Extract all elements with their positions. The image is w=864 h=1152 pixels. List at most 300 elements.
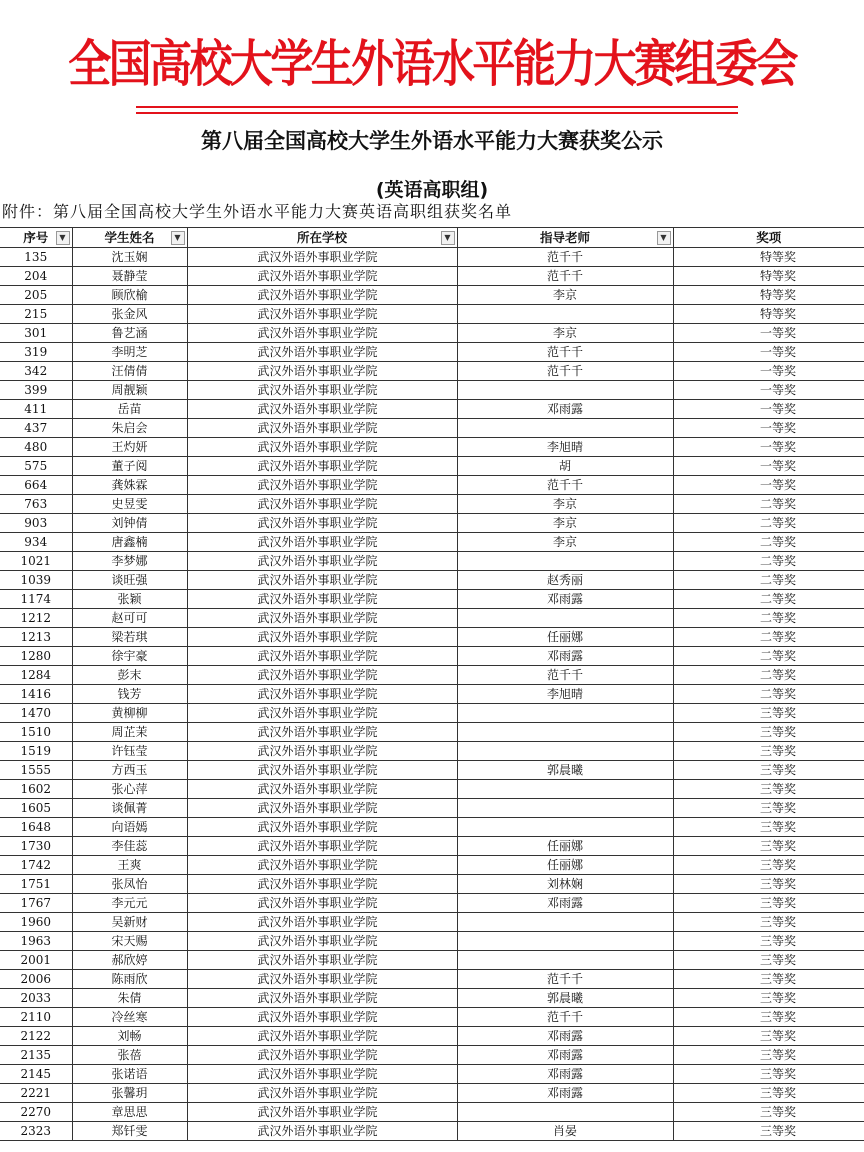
cell-award[interactable]: 三等奖 (673, 799, 864, 818)
cell-school[interactable]: 武汉外语外事职业学院 (187, 666, 457, 685)
cell-teacher[interactable]: 范千千 (457, 362, 673, 381)
cell-award[interactable]: 一等奖 (673, 438, 864, 457)
cell-student-name[interactable]: 史昱雯 (72, 495, 187, 514)
column-header-label: 所在学校 (296, 229, 347, 245)
cell-id[interactable]: 205 (0, 286, 72, 305)
cell-id[interactable]: 1730 (0, 837, 72, 856)
table-header-row (0, 228, 864, 248)
cell-student-name[interactable]: 方西玉 (72, 761, 187, 780)
column-header-name[interactable] (72, 228, 187, 248)
cell-award[interactable]: 三等奖 (673, 1084, 864, 1103)
table-row (0, 248, 864, 267)
cell-teacher[interactable]: 范千千 (457, 476, 673, 495)
cell-award[interactable]: 一等奖 (673, 324, 864, 343)
cell-school[interactable]: 武汉外语外事职业学院 (187, 894, 457, 913)
cell-id[interactable]: 1767 (0, 894, 72, 913)
cell-student-name[interactable]: 张心萍 (72, 780, 187, 799)
cell-id[interactable]: 903 (0, 514, 72, 533)
cell-award[interactable]: 二等奖 (673, 685, 864, 704)
cell-award[interactable]: 特等奖 (673, 286, 864, 305)
cell-school[interactable]: 武汉外语外事职业学院 (187, 1065, 457, 1084)
cell-school[interactable]: 武汉外语外事职业学院 (187, 343, 457, 362)
title-underline-top (136, 106, 738, 108)
filter-active-icon[interactable]: ▼ (441, 231, 455, 245)
table-row (0, 761, 864, 780)
cell-student-name[interactable]: 梁若琪 (72, 628, 187, 647)
cell-id[interactable]: 2323 (0, 1122, 72, 1141)
cell-school[interactable]: 武汉外语外事职业学院 (187, 533, 457, 552)
cell-teacher[interactable]: 范千千 (457, 970, 673, 989)
table-body (0, 248, 864, 1141)
cell-award[interactable]: 二等奖 (673, 514, 864, 533)
cell-student-name[interactable]: 周靓颖 (72, 381, 187, 400)
table-row (0, 856, 864, 875)
cell-id[interactable]: 2221 (0, 1084, 72, 1103)
cell-teacher[interactable]: 刘林娴 (457, 875, 673, 894)
cell-teacher[interactable] (457, 704, 673, 723)
cell-teacher[interactable] (457, 609, 673, 628)
cell-student-name[interactable]: 朱倩 (72, 989, 187, 1008)
cell-school[interactable]: 武汉外语外事职业学院 (187, 875, 457, 894)
cell-school[interactable]: 武汉外语外事职业学院 (187, 1122, 457, 1141)
cell-student-name[interactable]: 汪倩倩 (72, 362, 187, 381)
cell-student-name[interactable]: 鲁艺涵 (72, 324, 187, 343)
cell-award[interactable]: 一等奖 (673, 343, 864, 362)
table-row (0, 1008, 864, 1027)
cell-id[interactable]: 1960 (0, 913, 72, 932)
cell-student-name[interactable]: 章思思 (72, 1103, 187, 1122)
cell-teacher[interactable] (457, 818, 673, 837)
cell-student-name[interactable]: 李佳蕊 (72, 837, 187, 856)
cell-school[interactable]: 武汉外语外事职业学院 (187, 723, 457, 742)
cell-id[interactable]: 342 (0, 362, 72, 381)
cell-school[interactable]: 武汉外语外事职业学院 (187, 837, 457, 856)
cell-id[interactable]: 1021 (0, 552, 72, 571)
cell-school[interactable]: 武汉外语外事职业学院 (187, 932, 457, 951)
table-row (0, 400, 864, 419)
cell-id[interactable]: 664 (0, 476, 72, 495)
cell-school[interactable]: 武汉外语外事职业学院 (187, 419, 457, 438)
cell-student-name[interactable]: 郑钎雯 (72, 1122, 187, 1141)
cell-teacher[interactable] (457, 552, 673, 571)
cell-student-name[interactable]: 谈旺强 (72, 571, 187, 590)
cell-award[interactable]: 三等奖 (673, 742, 864, 761)
cell-award[interactable]: 三等奖 (673, 761, 864, 780)
table-row (0, 989, 864, 1008)
cell-teacher[interactable]: 邓雨露 (457, 590, 673, 609)
column-header-label: 指导老师 (539, 229, 590, 245)
cell-teacher[interactable]: 范千千 (457, 1008, 673, 1027)
cell-award[interactable]: 一等奖 (673, 381, 864, 400)
cell-student-name[interactable]: 许钰莹 (72, 742, 187, 761)
cell-award[interactable]: 三等奖 (673, 1103, 864, 1122)
cell-student-name[interactable]: 张凤怡 (72, 875, 187, 894)
cell-school[interactable]: 武汉外语外事职业学院 (187, 324, 457, 343)
cell-teacher[interactable] (457, 799, 673, 818)
cell-student-name[interactable]: 周芷茉 (72, 723, 187, 742)
dropdown-arrow-icon[interactable]: ▼ (657, 231, 671, 245)
cell-school[interactable]: 武汉外语外事职业学院 (187, 457, 457, 476)
cell-student-name[interactable]: 宋天赐 (72, 932, 187, 951)
table-row (0, 970, 864, 989)
table-row (0, 818, 864, 837)
cell-id[interactable]: 1648 (0, 818, 72, 837)
cell-student-name[interactable]: 冷丝寒 (72, 1008, 187, 1027)
cell-student-name[interactable]: 朱启会 (72, 419, 187, 438)
cell-teacher[interactable]: 邓雨露 (457, 647, 673, 666)
table-row (0, 1103, 864, 1122)
cell-id[interactable]: 1284 (0, 666, 72, 685)
cell-school[interactable]: 武汉外语外事职业学院 (187, 951, 457, 970)
cell-teacher[interactable]: 李京 (457, 514, 673, 533)
table-row (0, 723, 864, 742)
table-row (0, 286, 864, 305)
cell-id[interactable]: 1605 (0, 799, 72, 818)
column-header-teacher[interactable] (457, 228, 673, 248)
cell-school[interactable]: 武汉外语外事职业学院 (187, 305, 457, 324)
cell-award[interactable]: 一等奖 (673, 476, 864, 495)
table-row (0, 495, 864, 514)
cell-student-name[interactable]: 岳苗 (72, 400, 187, 419)
cell-school[interactable]: 武汉外语外事职业学院 (187, 400, 457, 419)
cell-student-name[interactable]: 聂静莹 (72, 267, 187, 286)
cell-school[interactable]: 武汉外语外事职业学院 (187, 970, 457, 989)
cell-school[interactable]: 武汉外语外事职业学院 (187, 780, 457, 799)
table-row (0, 305, 864, 324)
table-row (0, 267, 864, 286)
cell-award[interactable]: 二等奖 (673, 628, 864, 647)
cell-teacher[interactable]: 邓雨露 (457, 400, 673, 419)
cell-school[interactable]: 武汉外语外事职业学院 (187, 248, 457, 267)
cell-student-name[interactable]: 徐宇豪 (72, 647, 187, 666)
cell-student-name[interactable]: 王灼妍 (72, 438, 187, 457)
cell-student-name[interactable]: 龚姝霖 (72, 476, 187, 495)
cell-award[interactable]: 二等奖 (673, 571, 864, 590)
cell-id[interactable]: 1174 (0, 590, 72, 609)
cell-id[interactable]: 1963 (0, 932, 72, 951)
table-row (0, 381, 864, 400)
cell-teacher[interactable]: 李旭晴 (457, 438, 673, 457)
cell-student-name[interactable]: 谈佩菁 (72, 799, 187, 818)
cell-award[interactable]: 三等奖 (673, 970, 864, 989)
table-row (0, 362, 864, 381)
cell-school[interactable]: 武汉外语外事职业学院 (187, 799, 457, 818)
cell-school[interactable]: 武汉外语外事职业学院 (187, 685, 457, 704)
cell-school[interactable]: 武汉外语外事职业学院 (187, 989, 457, 1008)
cell-award[interactable]: 二等奖 (673, 533, 864, 552)
cell-id[interactable]: 437 (0, 419, 72, 438)
cell-school[interactable]: 武汉外语外事职业学院 (187, 362, 457, 381)
cell-id[interactable]: 1555 (0, 761, 72, 780)
cell-id[interactable]: 1510 (0, 723, 72, 742)
cell-id[interactable]: 215 (0, 305, 72, 324)
table-row (0, 438, 864, 457)
cell-teacher[interactable]: 李旭晴 (457, 685, 673, 704)
cell-award[interactable]: 三等奖 (673, 1008, 864, 1027)
cell-award[interactable]: 特等奖 (673, 267, 864, 286)
cell-student-name[interactable]: 黄柳柳 (72, 704, 187, 723)
cell-teacher[interactable]: 邓雨露 (457, 894, 673, 913)
cell-teacher[interactable] (457, 723, 673, 742)
cell-school[interactable]: 武汉外语外事职业学院 (187, 476, 457, 495)
table-row (0, 1084, 864, 1103)
cell-student-name[interactable]: 张颖 (72, 590, 187, 609)
cell-student-name[interactable]: 彭末 (72, 666, 187, 685)
cell-school[interactable]: 武汉外语外事职业学院 (187, 1084, 457, 1103)
cell-school[interactable]: 武汉外语外事职业学院 (187, 628, 457, 647)
cell-award[interactable]: 特等奖 (673, 305, 864, 324)
cell-award[interactable]: 三等奖 (673, 875, 864, 894)
table-row (0, 571, 864, 590)
cell-award[interactable]: 二等奖 (673, 647, 864, 666)
table-row (0, 533, 864, 552)
cell-award[interactable]: 三等奖 (673, 913, 864, 932)
cell-student-name[interactable]: 赵可可 (72, 609, 187, 628)
cell-award[interactable]: 三等奖 (673, 818, 864, 837)
cell-school[interactable]: 武汉外语外事职业学院 (187, 514, 457, 533)
attachment-caption: 附件：第八届全国高校大学生外语水平能力大赛英语高职组获奖名单 (2, 202, 513, 221)
cell-teacher[interactable] (457, 780, 673, 799)
table-row (0, 419, 864, 438)
cell-award[interactable]: 三等奖 (673, 1046, 864, 1065)
cell-id[interactable]: 204 (0, 267, 72, 286)
table-row (0, 951, 864, 970)
cell-id[interactable]: 2110 (0, 1008, 72, 1027)
cell-teacher[interactable] (457, 419, 673, 438)
table-row (0, 628, 864, 647)
table-row (0, 1027, 864, 1046)
cell-teacher[interactable]: 范千千 (457, 343, 673, 362)
dropdown-arrow-icon[interactable]: ▼ (171, 231, 185, 245)
cell-student-name[interactable]: 刘钟倩 (72, 514, 187, 533)
cell-school[interactable]: 武汉外语外事职业学院 (187, 286, 457, 305)
cell-award[interactable]: 一等奖 (673, 457, 864, 476)
dropdown-arrow-icon[interactable]: ▼ (56, 231, 70, 245)
table-row (0, 1046, 864, 1065)
cell-id[interactable]: 1039 (0, 571, 72, 590)
column-header-id[interactable] (0, 228, 72, 248)
cell-school[interactable]: 武汉外语外事职业学院 (187, 1046, 457, 1065)
cell-id[interactable]: 399 (0, 381, 72, 400)
cell-award[interactable]: 一等奖 (673, 400, 864, 419)
cell-teacher[interactable]: 郭晨曦 (457, 761, 673, 780)
cell-award[interactable]: 三等奖 (673, 1065, 864, 1084)
table-row (0, 742, 864, 761)
cell-award[interactable]: 二等奖 (673, 590, 864, 609)
cell-teacher[interactable]: 邓雨露 (457, 1046, 673, 1065)
cell-teacher[interactable] (457, 381, 673, 400)
cell-award[interactable]: 二等奖 (673, 495, 864, 514)
cell-award[interactable]: 三等奖 (673, 1027, 864, 1046)
cell-student-name[interactable]: 李明芝 (72, 343, 187, 362)
cell-teacher[interactable]: 胡 (457, 457, 673, 476)
cell-school[interactable]: 武汉外语外事职业学院 (187, 590, 457, 609)
cell-teacher[interactable] (457, 932, 673, 951)
cell-school[interactable]: 武汉外语外事职业学院 (187, 818, 457, 837)
organizer-title: 全国高校大学生外语水平能力大赛组委会 (68, 35, 796, 93)
table-row (0, 343, 864, 362)
cell-id[interactable]: 480 (0, 438, 72, 457)
cell-school[interactable]: 武汉外语外事职业学院 (187, 571, 457, 590)
cell-id[interactable]: 1742 (0, 856, 72, 875)
table-row (0, 704, 864, 723)
cell-teacher[interactable]: 赵秀丽 (457, 571, 673, 590)
cell-school[interactable]: 武汉外语外事职业学院 (187, 1027, 457, 1046)
cell-student-name[interactable]: 张馨玥 (72, 1084, 187, 1103)
table-row (0, 837, 864, 856)
cell-school[interactable]: 武汉外语外事职业学院 (187, 742, 457, 761)
cell-student-name[interactable]: 吴新财 (72, 913, 187, 932)
cell-student-name[interactable]: 顾欣榆 (72, 286, 187, 305)
table-row (0, 647, 864, 666)
cell-award[interactable]: 三等奖 (673, 951, 864, 970)
cell-award[interactable]: 二等奖 (673, 552, 864, 571)
cell-school[interactable]: 武汉外语外事职业学院 (187, 495, 457, 514)
cell-id[interactable]: 1280 (0, 647, 72, 666)
table-row (0, 666, 864, 685)
cell-id[interactable]: 2145 (0, 1065, 72, 1084)
cell-id[interactable]: 2122 (0, 1027, 72, 1046)
column-header-label: 学生姓名 (104, 229, 155, 245)
cell-teacher[interactable]: 任丽娜 (457, 837, 673, 856)
table-row (0, 875, 864, 894)
cell-student-name[interactable]: 沈玉娴 (72, 248, 187, 267)
cell-school[interactable]: 武汉外语外事职业学院 (187, 438, 457, 457)
cell-id[interactable]: 2270 (0, 1103, 72, 1122)
cell-award[interactable]: 一等奖 (673, 362, 864, 381)
table-row (0, 780, 864, 799)
cell-teacher[interactable]: 李京 (457, 286, 673, 305)
cell-teacher[interactable]: 邓雨露 (457, 1084, 673, 1103)
table-row (0, 1065, 864, 1084)
cell-id[interactable]: 1751 (0, 875, 72, 894)
cell-school[interactable]: 武汉外语外事职业学院 (187, 647, 457, 666)
cell-teacher[interactable]: 范千千 (457, 248, 673, 267)
cell-id[interactable]: 934 (0, 533, 72, 552)
cell-school[interactable]: 武汉外语外事职业学院 (187, 761, 457, 780)
cell-award[interactable]: 三等奖 (673, 989, 864, 1008)
cell-student-name[interactable]: 向语嫣 (72, 818, 187, 837)
cell-id[interactable]: 411 (0, 400, 72, 419)
cell-teacher[interactable]: 李京 (457, 324, 673, 343)
table-row (0, 799, 864, 818)
table-row (0, 894, 864, 913)
cell-teacher[interactable] (457, 913, 673, 932)
award-table (0, 227, 864, 1141)
cell-school[interactable]: 武汉外语外事职业学院 (187, 609, 457, 628)
cell-teacher[interactable]: 邓雨露 (457, 1027, 673, 1046)
cell-teacher[interactable]: 范千千 (457, 666, 673, 685)
cell-award[interactable]: 三等奖 (673, 856, 864, 875)
cell-teacher[interactable]: 李京 (457, 495, 673, 514)
cell-award[interactable]: 二等奖 (673, 609, 864, 628)
cell-school[interactable]: 武汉外语外事职业学院 (187, 552, 457, 571)
cell-teacher[interactable]: 肖晏 (457, 1122, 673, 1141)
cell-award[interactable]: 三等奖 (673, 932, 864, 951)
cell-id[interactable]: 2001 (0, 951, 72, 970)
column-header-award[interactable] (673, 228, 864, 248)
table-row (0, 1122, 864, 1141)
cell-school[interactable]: 武汉外语外事职业学院 (187, 381, 457, 400)
cell-id[interactable]: 2033 (0, 989, 72, 1008)
cell-id[interactable]: 1519 (0, 742, 72, 761)
cell-id[interactable]: 135 (0, 248, 72, 267)
cell-id[interactable]: 2135 (0, 1046, 72, 1065)
cell-teacher[interactable]: 郭晨曦 (457, 989, 673, 1008)
cell-award[interactable]: 三等奖 (673, 723, 864, 742)
title-underline-bottom (136, 112, 738, 114)
cell-award[interactable]: 三等奖 (673, 894, 864, 913)
cell-id[interactable]: 763 (0, 495, 72, 514)
cell-student-name[interactable]: 李梦娜 (72, 552, 187, 571)
column-header-label: 奖项 (756, 229, 782, 245)
table-row (0, 609, 864, 628)
cell-student-name[interactable]: 王爽 (72, 856, 187, 875)
cell-teacher[interactable] (457, 1103, 673, 1122)
cell-school[interactable]: 武汉外语外事职业学院 (187, 704, 457, 723)
cell-school[interactable]: 武汉外语外事职业学院 (187, 267, 457, 286)
cell-award[interactable]: 三等奖 (673, 837, 864, 856)
cell-award[interactable]: 二等奖 (673, 666, 864, 685)
cell-id[interactable]: 1470 (0, 704, 72, 723)
cell-id[interactable]: 1416 (0, 685, 72, 704)
cell-award[interactable]: 三等奖 (673, 1122, 864, 1141)
cell-student-name[interactable]: 唐鑫楠 (72, 533, 187, 552)
cell-award[interactable]: 特等奖 (673, 248, 864, 267)
table-row (0, 590, 864, 609)
table-row (0, 552, 864, 571)
table-row (0, 932, 864, 951)
table-row (0, 514, 864, 533)
cell-id[interactable]: 1213 (0, 628, 72, 647)
document-title: 第八届全国高校大学生外语水平能力大赛获奖公示 (201, 129, 663, 153)
cell-school[interactable]: 武汉外语外事职业学院 (187, 913, 457, 932)
table-row (0, 685, 864, 704)
cell-teacher[interactable]: 李京 (457, 533, 673, 552)
cell-id[interactable]: 319 (0, 343, 72, 362)
cell-student-name[interactable]: 董子阅 (72, 457, 187, 476)
cell-teacher[interactable]: 任丽娜 (457, 628, 673, 647)
cell-student-name[interactable]: 张金风 (72, 305, 187, 324)
cell-teacher[interactable]: 邓雨露 (457, 1065, 673, 1084)
cell-student-name[interactable]: 陈雨欣 (72, 970, 187, 989)
cell-teacher[interactable] (457, 305, 673, 324)
cell-teacher[interactable] (457, 742, 673, 761)
cell-award[interactable]: 三等奖 (673, 704, 864, 723)
cell-id[interactable]: 1602 (0, 780, 72, 799)
cell-id[interactable]: 2006 (0, 970, 72, 989)
cell-id[interactable]: 301 (0, 324, 72, 343)
cell-school[interactable]: 武汉外语外事职业学院 (187, 1103, 457, 1122)
cell-school[interactable]: 武汉外语外事职业学院 (187, 1008, 457, 1027)
cell-teacher[interactable]: 范千千 (457, 267, 673, 286)
cell-student-name[interactable]: 郝欣婷 (72, 951, 187, 970)
cell-id[interactable]: 1212 (0, 609, 72, 628)
cell-award[interactable]: 三等奖 (673, 780, 864, 799)
cell-id[interactable]: 575 (0, 457, 72, 476)
cell-student-name[interactable]: 张诺语 (72, 1065, 187, 1084)
cell-school[interactable]: 武汉外语外事职业学院 (187, 856, 457, 875)
cell-student-name[interactable]: 李元元 (72, 894, 187, 913)
cell-teacher[interactable]: 任丽娜 (457, 856, 673, 875)
cell-teacher[interactable] (457, 951, 673, 970)
cell-student-name[interactable]: 张蓓 (72, 1046, 187, 1065)
column-header-school[interactable] (187, 228, 457, 248)
cell-award[interactable]: 一等奖 (673, 419, 864, 438)
cell-student-name[interactable]: 钱芳 (72, 685, 187, 704)
table-row (0, 457, 864, 476)
cell-student-name[interactable]: 刘畅 (72, 1027, 187, 1046)
